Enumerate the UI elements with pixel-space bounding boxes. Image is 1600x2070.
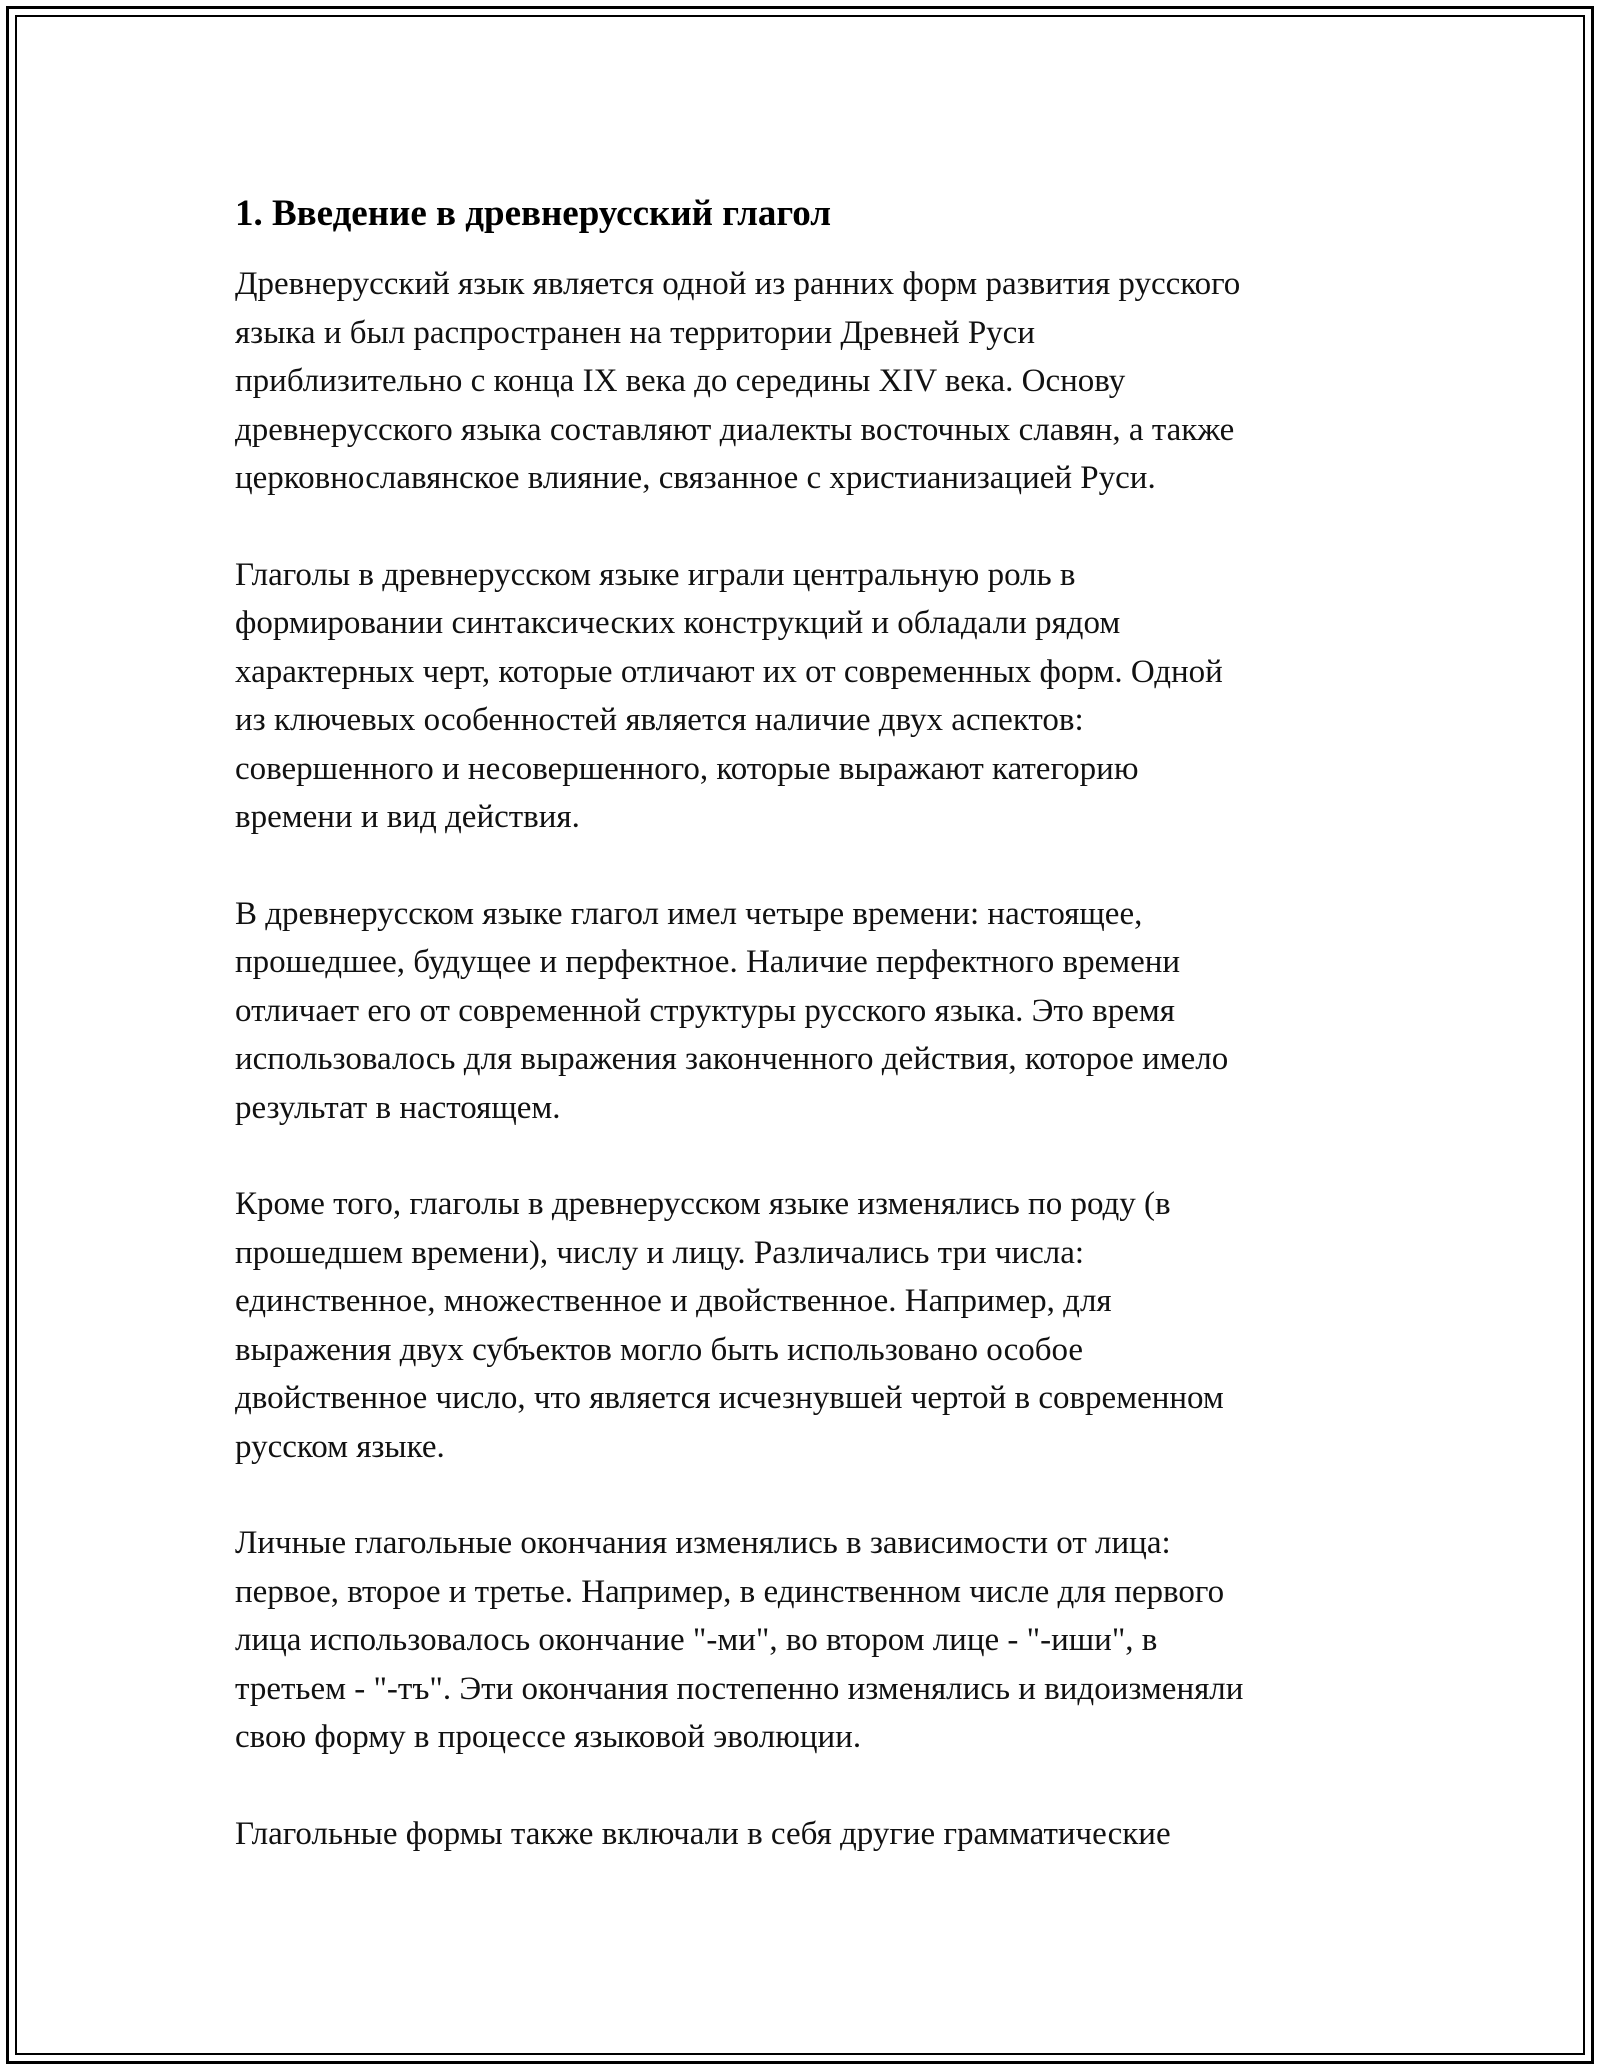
paragraph-1 xyxy=(235,260,1365,503)
text-line: из ключевых особенностей является наличие двух аспектов: xyxy=(235,702,1084,738)
text-line: единственное, множественное и двойственное. Например, для xyxy=(235,1283,1112,1319)
paragraph-5 xyxy=(235,1519,1365,1762)
text-line: приблизительно с конца IX века до середины XIV века. Основу xyxy=(235,363,1126,399)
text-line: использовалось для выражения законченного действия, которое имело xyxy=(235,1041,1229,1077)
paragraph-4 xyxy=(235,1180,1365,1471)
text-line: выражения двух субъектов могло быть использовано особое xyxy=(235,1331,1084,1368)
text-line: Древнерусский язык является одной из ранних форм развития русского xyxy=(235,266,1241,302)
text-line: первое, второе и третье. Например, в единственном числе для первого xyxy=(235,1573,1225,1610)
text-line: Личные глагольные окончания изменялись в зависимости от лица: xyxy=(235,1525,1171,1561)
text-line: результат в настоящем. xyxy=(235,1089,561,1126)
text-line: свою форму в процессе языковой эволюции. xyxy=(235,1719,862,1755)
text-line: Кроме того, глаголы в древнерусском языке изменялись по роду (в xyxy=(235,1186,1171,1222)
text-line: формировании синтаксических конструкций и обладали рядом xyxy=(235,605,1121,641)
text-line: русском языке. xyxy=(235,1428,445,1465)
text-line: характерных черт, которые отличают их от современных форм. Одной xyxy=(235,653,1223,690)
text-line: Глагольные формы также включали в себя другие грамматические xyxy=(235,1815,1171,1852)
document-body xyxy=(235,186,1365,1906)
text-line: двойственное число, что является исчезнувшей чертой в современном xyxy=(235,1380,1224,1416)
text-line: третьем - "-тъ". Эти окончания постепенно изменялись и видоизменяли xyxy=(235,1670,1244,1707)
paragraph-6 xyxy=(235,1810,1365,1859)
text-line: прошедшем времени), числу и лицу. Различались три числа: xyxy=(235,1234,1085,1271)
text-line: совершенного и несовершенного, которые выражают категорию xyxy=(235,750,1139,787)
text-line: лица использовалось окончание "-ми", во втором лице - "-иши", в xyxy=(235,1622,1158,1658)
section-heading: 1. Введение в древнерусский глагол xyxy=(235,193,832,234)
text-line: языка и был распространен на территории Древней Руси xyxy=(235,314,1035,351)
text-line: В древнерусском языке глагол имел четыре времени: настоящее, xyxy=(235,895,1143,932)
paragraph-2 xyxy=(235,551,1365,842)
text-line: времени и вид действия. xyxy=(235,799,580,835)
text-line: отличает его от современной структуры русского языка. Это время xyxy=(235,992,1175,1029)
text-line: Глаголы в древнерусском языке играли центральную роль в xyxy=(235,556,1076,593)
text-line: прошедшее, будущее и перфектное. Наличие перфектного времени xyxy=(235,944,1181,980)
text-line: церковнославянское влияние, связанное с христианизацией Руси. xyxy=(235,460,1156,496)
paragraph-3 xyxy=(235,890,1365,1133)
text-line: древнерусского языка составляют диалекты восточных славян, а также xyxy=(235,411,1235,448)
